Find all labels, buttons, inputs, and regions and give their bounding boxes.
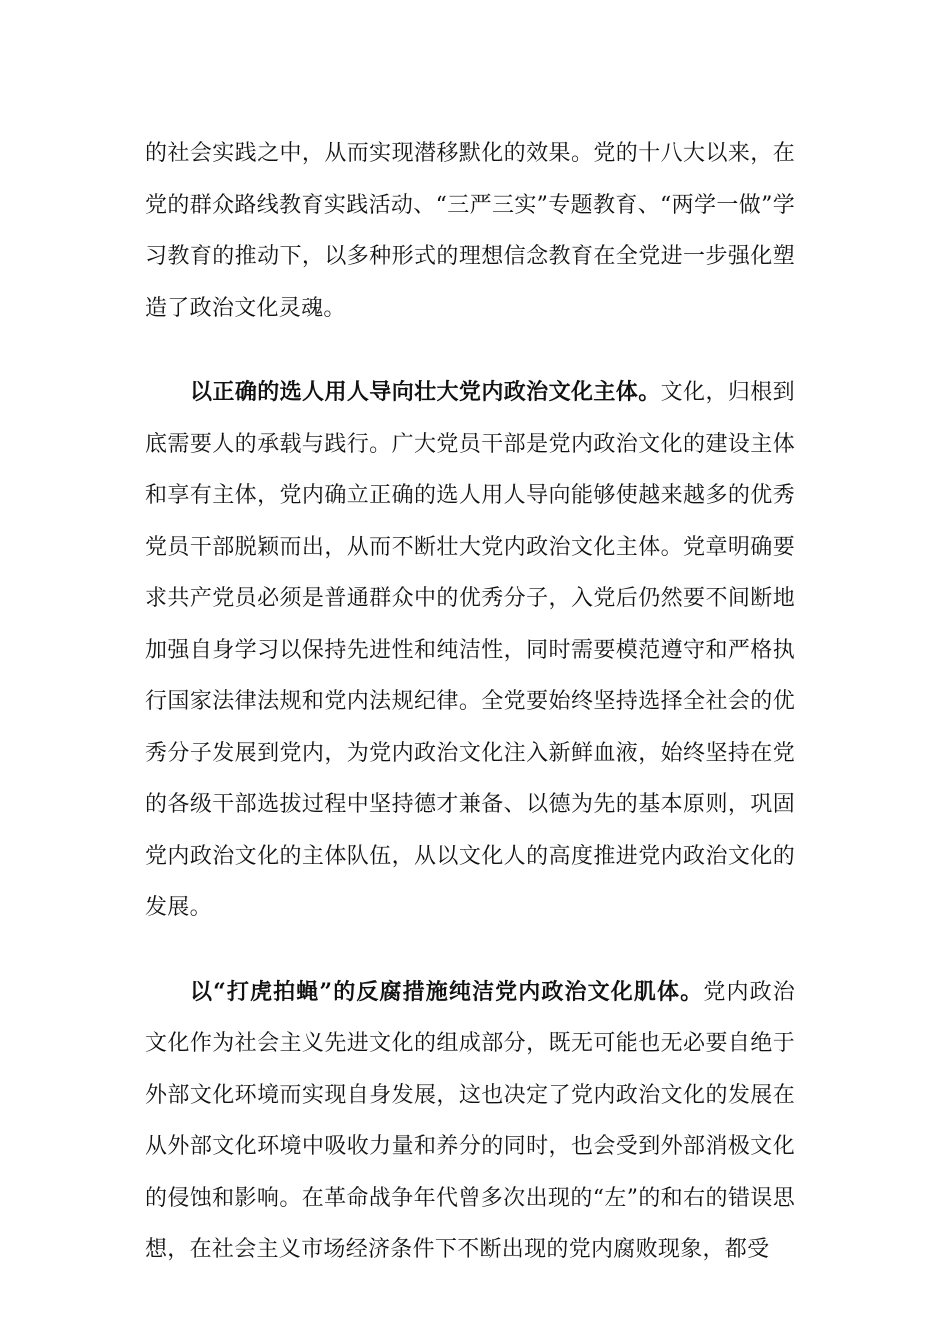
document-body [145, 128, 795, 1276]
paragraph-talent-selection [145, 367, 795, 934]
paragraph-continuation [145, 128, 795, 334]
paragraph-anti-corruption [145, 967, 795, 1276]
paragraph-text: 党内政治文化作为社会主义先进文化的组成部分，既无可能也无必要自绝于外部文化环境而实现自身发展，这也决定了党内政治文化的发展在从外部文化环境中吸收力量和养分的同时，也会受到外部消极文化的侵蚀和影响。在革命战争年代曾多次出现的“左”的和右的错误思想，在社会主义市场经济条件下不断出现的党内腐败现象，都受 [145, 979, 796, 1262]
paragraph-heading: 以“打虎拍蝇”的反腐措施纯洁党内政治文化肌体。 [190, 978, 704, 1005]
paragraph-text: 的社会实践之中，从而实现潜移默化的效果。党的十八大以来，在党的群众路线教育实践活动、“三严三实”专题教育、“两学一做”学习教育的推动下，以多种形式的理想信念教育在全党进一步强化塑造了政治文化灵魂。 [145, 141, 795, 321]
paragraph-heading: 以正确的选人用人导向壮大党内政治文化主体。 [190, 379, 661, 405]
paragraph-text: 文化，归根到底需要人的承载与践行。广大党员干部是党内政治文化的建设主体和享有主体，党内确立正确的选人用人导向能够使越来越多的优秀党员干部脱颖而出，从而不断壮大党内政治文化主体。党章明确要求共产党员必须是普通群众中的优秀分子，入党后仍然要不间断地加强自身学习以保持先进性和纯洁性，同时需要模范遵守和严格执行国家法律法规和党内法规纪律。全党要始终坚持选择全社会的优秀分子发展到党内，为党内政治文化注入新鲜血液，始终坚持在党的各级干部选拔过程中坚持德才兼备、以德为先的基本原则，巩固党内政治文化的主体队伍，从以文化人的高度推进党内政治文化的发展。 [145, 380, 795, 920]
